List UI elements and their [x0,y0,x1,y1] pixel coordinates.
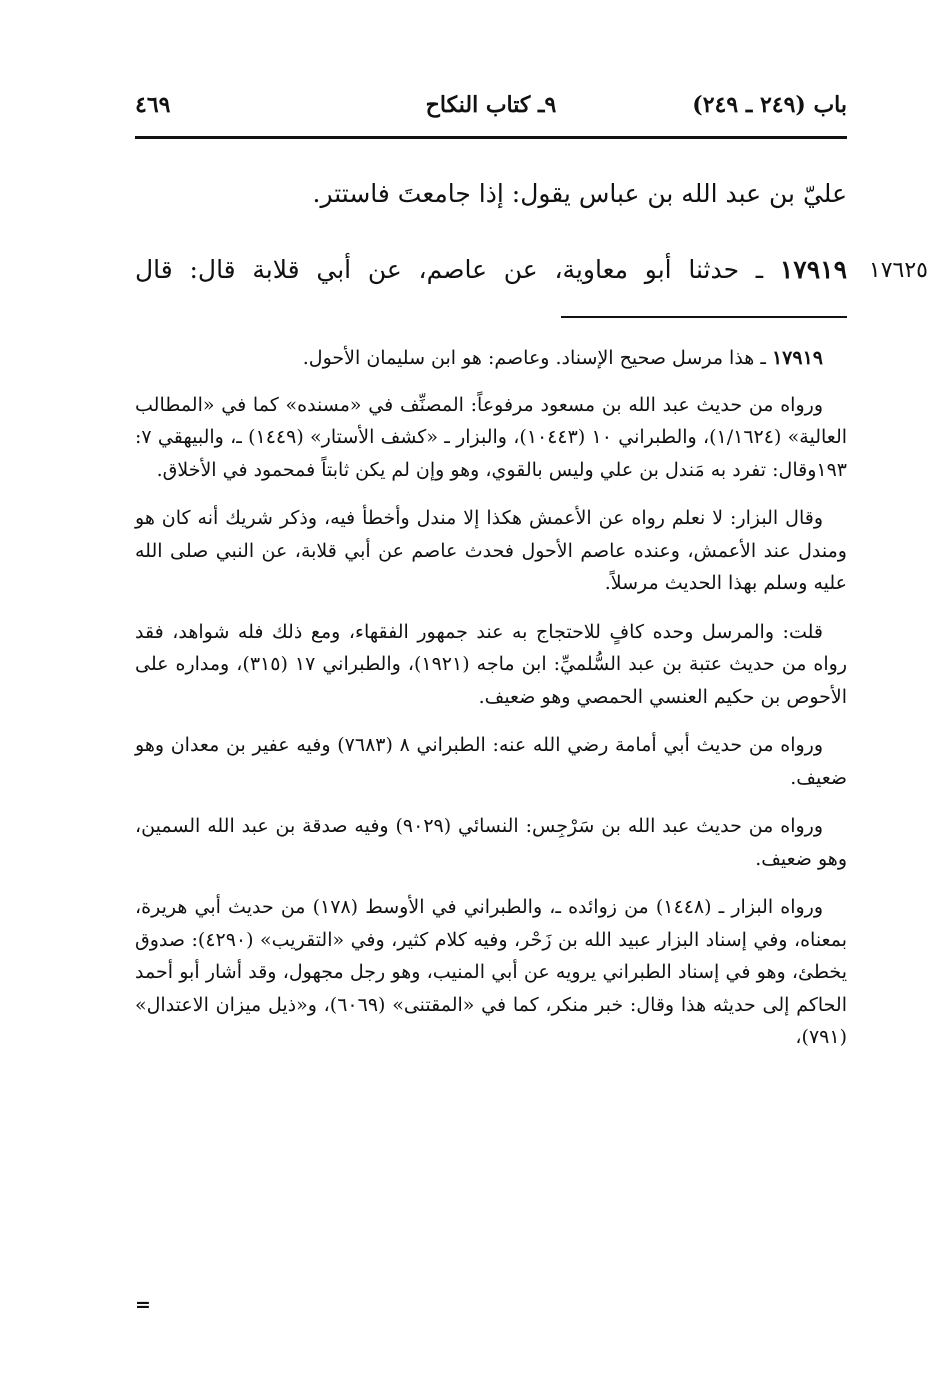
footnote-paragraph: ورواه البزار ـ (١٤٤٨) من زوائده ـ، والطبراني في الأوسط (١٧٨) من حديث أبي هريرة، بمعناه، وفي إسناد البزار عبيد الله بن زَحْر، وفيه كلام كثير، وفي «التقريب» (٤٢٩٠): صدوق يخطئ، وهو في إسناد الطبراني يرويه عن أبي المنيب، وهو رجل مجهول، وقد أشار أبو أحمد الحاكم إلى حديثه هذا وقال: خبر منكر، كما في «المقتنى» (٦٠٦٩)، و«ذيل ميزان الاعتدال» (٧٩١)، [135,896,847,1048]
main-text-line: عليّ بن عبد الله بن عباس يقول: إذا جامعتَ فاستتر. [312,179,847,208]
book-title: ٩ـ كتاب النكاح [425,92,557,118]
footnote-paragraph: ورواه من حديث عبد الله بن سَرْجِس: النسائي (٩٠٢٩) وفيه صدقة بن عبد الله السمين، وهو ضعيف. [135,815,847,870]
chapter-range: باب (٢٤٩ ـ ٢٤٩) [692,92,847,118]
footnote-paragraph: ورواه من حديث عبد الله بن مسعود مرفوعاً: المصنِّف في «مسنده» كما في «المطالب العالية» (١/١٦٢٤)، والطبراني ١٠ (١٠٤٤٣)، والبزار ـ «كشف الأستار» (١٤٤٩) ـ، والبيهقي ٧: ١٩٣وقال: تفرد به مَندل بن علي وليس بالقوي، وهو وإن لم يكن ثابتاً فمحمود في الأخلاق. [135,393,848,481]
continuation-mark: = [135,1294,151,1316]
footnote-number: ١٧٩١٩ [771,347,823,369]
hadith-text: ـ حدثنا أبو معاوية، عن عاصم، عن أبي قلابة قال: قال [135,255,780,284]
footnote-paragraph: قلت: والمرسل وحده كافٍ للاحتجاج به عند جمهور الفقهاء، ومع ذلك فله شواهد، فقد رواه من حديث عتبة بن عبد السُّلميِّ: ابن ماجه (١٩٢١)، والطبراني ١٧ (٣١٥)، ومداره على الأحوص بن حكيم العنسي الحمصي وهو ضعيف. [135,620,848,708]
footnote-paragraph: وقال البزار: لا نعلم رواه عن الأعمش هكذا إلا مندل وأخطأ فيه، وذكر شريك أنه كان هو ومندل عند الأعمش، وعنده عاصم الأحول فحدث عاصم عن أبي قلابة، عن النبي صلى الله عليه وسلم بهذا الحديث مرسلاً. [135,507,847,594]
footnote-intro-text: ـ هذا مرسل صحيح الإسناد. وعاصم: هو ابن سليمان الأحول. [302,347,772,369]
hadith-number: ١٧٩١٩ [779,255,848,284]
main-text [135,176,847,212]
page [135,80,848,1316]
page-number: ٤٦٩ [135,92,171,118]
margin-number: ١٧٦٢٥ [868,258,928,283]
hadith-entry [135,252,847,288]
footnotes [135,342,847,1070]
running-header [135,80,847,126]
footnote-intro [135,342,847,375]
footnote-separator [561,316,847,318]
header-rule [135,136,847,139]
footnote-paragraph: ورواه من حديث أبي أمامة رضي الله عنه: الطبراني ٨ (٧٦٨٣) وفيه عفير بن معدان وهو ضعيف. [135,734,847,789]
